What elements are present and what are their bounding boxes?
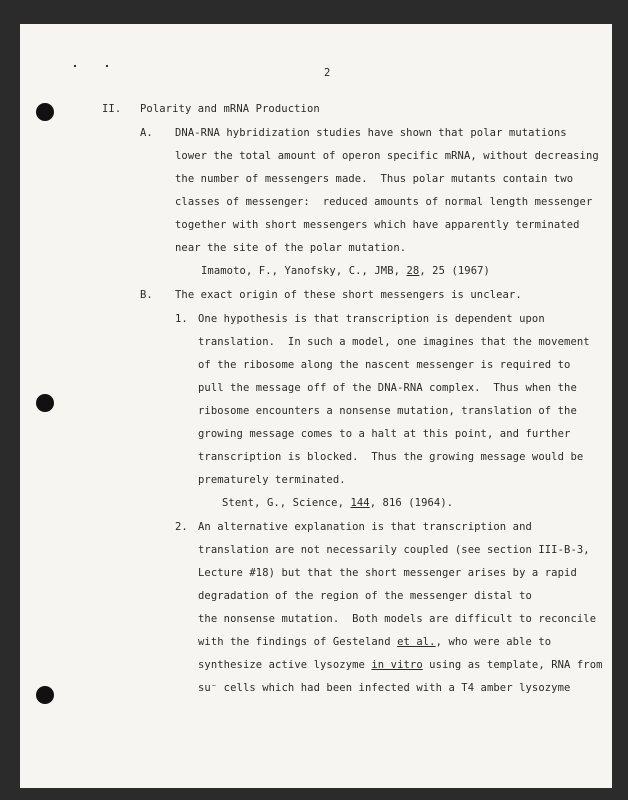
item-b-intro: The exact origin of these short messengers is unclear. — [175, 289, 522, 301]
speck — [74, 65, 76, 67]
document-page — [20, 24, 612, 788]
item-b-label: B. — [140, 289, 153, 301]
item-b2-line: degradation of the region of the messenger distal to — [198, 590, 532, 602]
item-b1-line: prematurely terminated. — [198, 474, 346, 486]
punch-hole — [36, 394, 54, 412]
item-b1-line: ribosome encounters a nonsense mutation, translation of the — [198, 405, 577, 417]
section-numeral: II. — [102, 103, 122, 115]
item-b1-line: of the ribosome along the nascent messenger is required to — [198, 359, 571, 371]
item-a-line: the number of messengers made. Thus polar mutants contain two — [175, 173, 574, 185]
item-b1-line: One hypothesis is that transcription is dependent upon — [198, 313, 545, 325]
item-b2-line: synthesize active lysozyme in vitro using as template, RNA from — [198, 659, 603, 671]
item-a-line: DNA-RNA hybridization studies have shown that polar mutations — [175, 127, 567, 139]
item-a-line: near the site of the polar mutation. — [175, 242, 407, 254]
item-b2-line: translation are not necessarily coupled (see section III-B-3, — [198, 544, 590, 556]
item-b1-line: translation. In such a model, one imagines that the movement — [198, 336, 590, 348]
item-b2-line: An alternative explanation is that transcription and — [198, 521, 532, 533]
item-b1-line: growing message comes to a halt at this point, and further — [198, 428, 571, 440]
page-number: 2 — [324, 67, 331, 79]
item-b1-label: 1. — [175, 313, 188, 325]
punch-hole — [36, 686, 54, 704]
item-b2-line: Lecture #18) but that the short messenger arises by a rapid — [198, 567, 577, 579]
item-b2-line: with the findings of Gesteland et al., who were able to — [198, 636, 552, 648]
item-a-line: lower the total amount of operon specific mRNA, without decreasing — [175, 150, 599, 162]
item-b1-line: pull the message off of the DNA-RNA complex. Thus when the — [198, 382, 577, 394]
item-a-line: together with short messengers which have apparently terminated — [175, 219, 580, 231]
item-a-label: A. — [140, 127, 153, 139]
punch-hole — [36, 103, 54, 121]
item-b1-reference: Stent, G., Science, 144, 816 (1964). — [222, 497, 454, 509]
item-a-reference: Imamoto, F., Yanofsky, C., JMB, 28, 25 (1967) — [201, 265, 490, 277]
item-b2-line: the nonsense mutation. Both models are difficult to reconcile — [198, 613, 597, 625]
item-a-line: classes of messenger: reduced amounts of normal length messenger — [175, 196, 593, 208]
item-b2-line: su⁻ cells which had been infected with a T4 amber lysozyme — [198, 682, 571, 694]
section-title: Polarity and mRNA Production — [140, 103, 320, 115]
item-b1-line: transcription is blocked. Thus the growing message would be — [198, 451, 584, 463]
item-b2-label: 2. — [175, 521, 188, 533]
speck — [106, 65, 108, 67]
